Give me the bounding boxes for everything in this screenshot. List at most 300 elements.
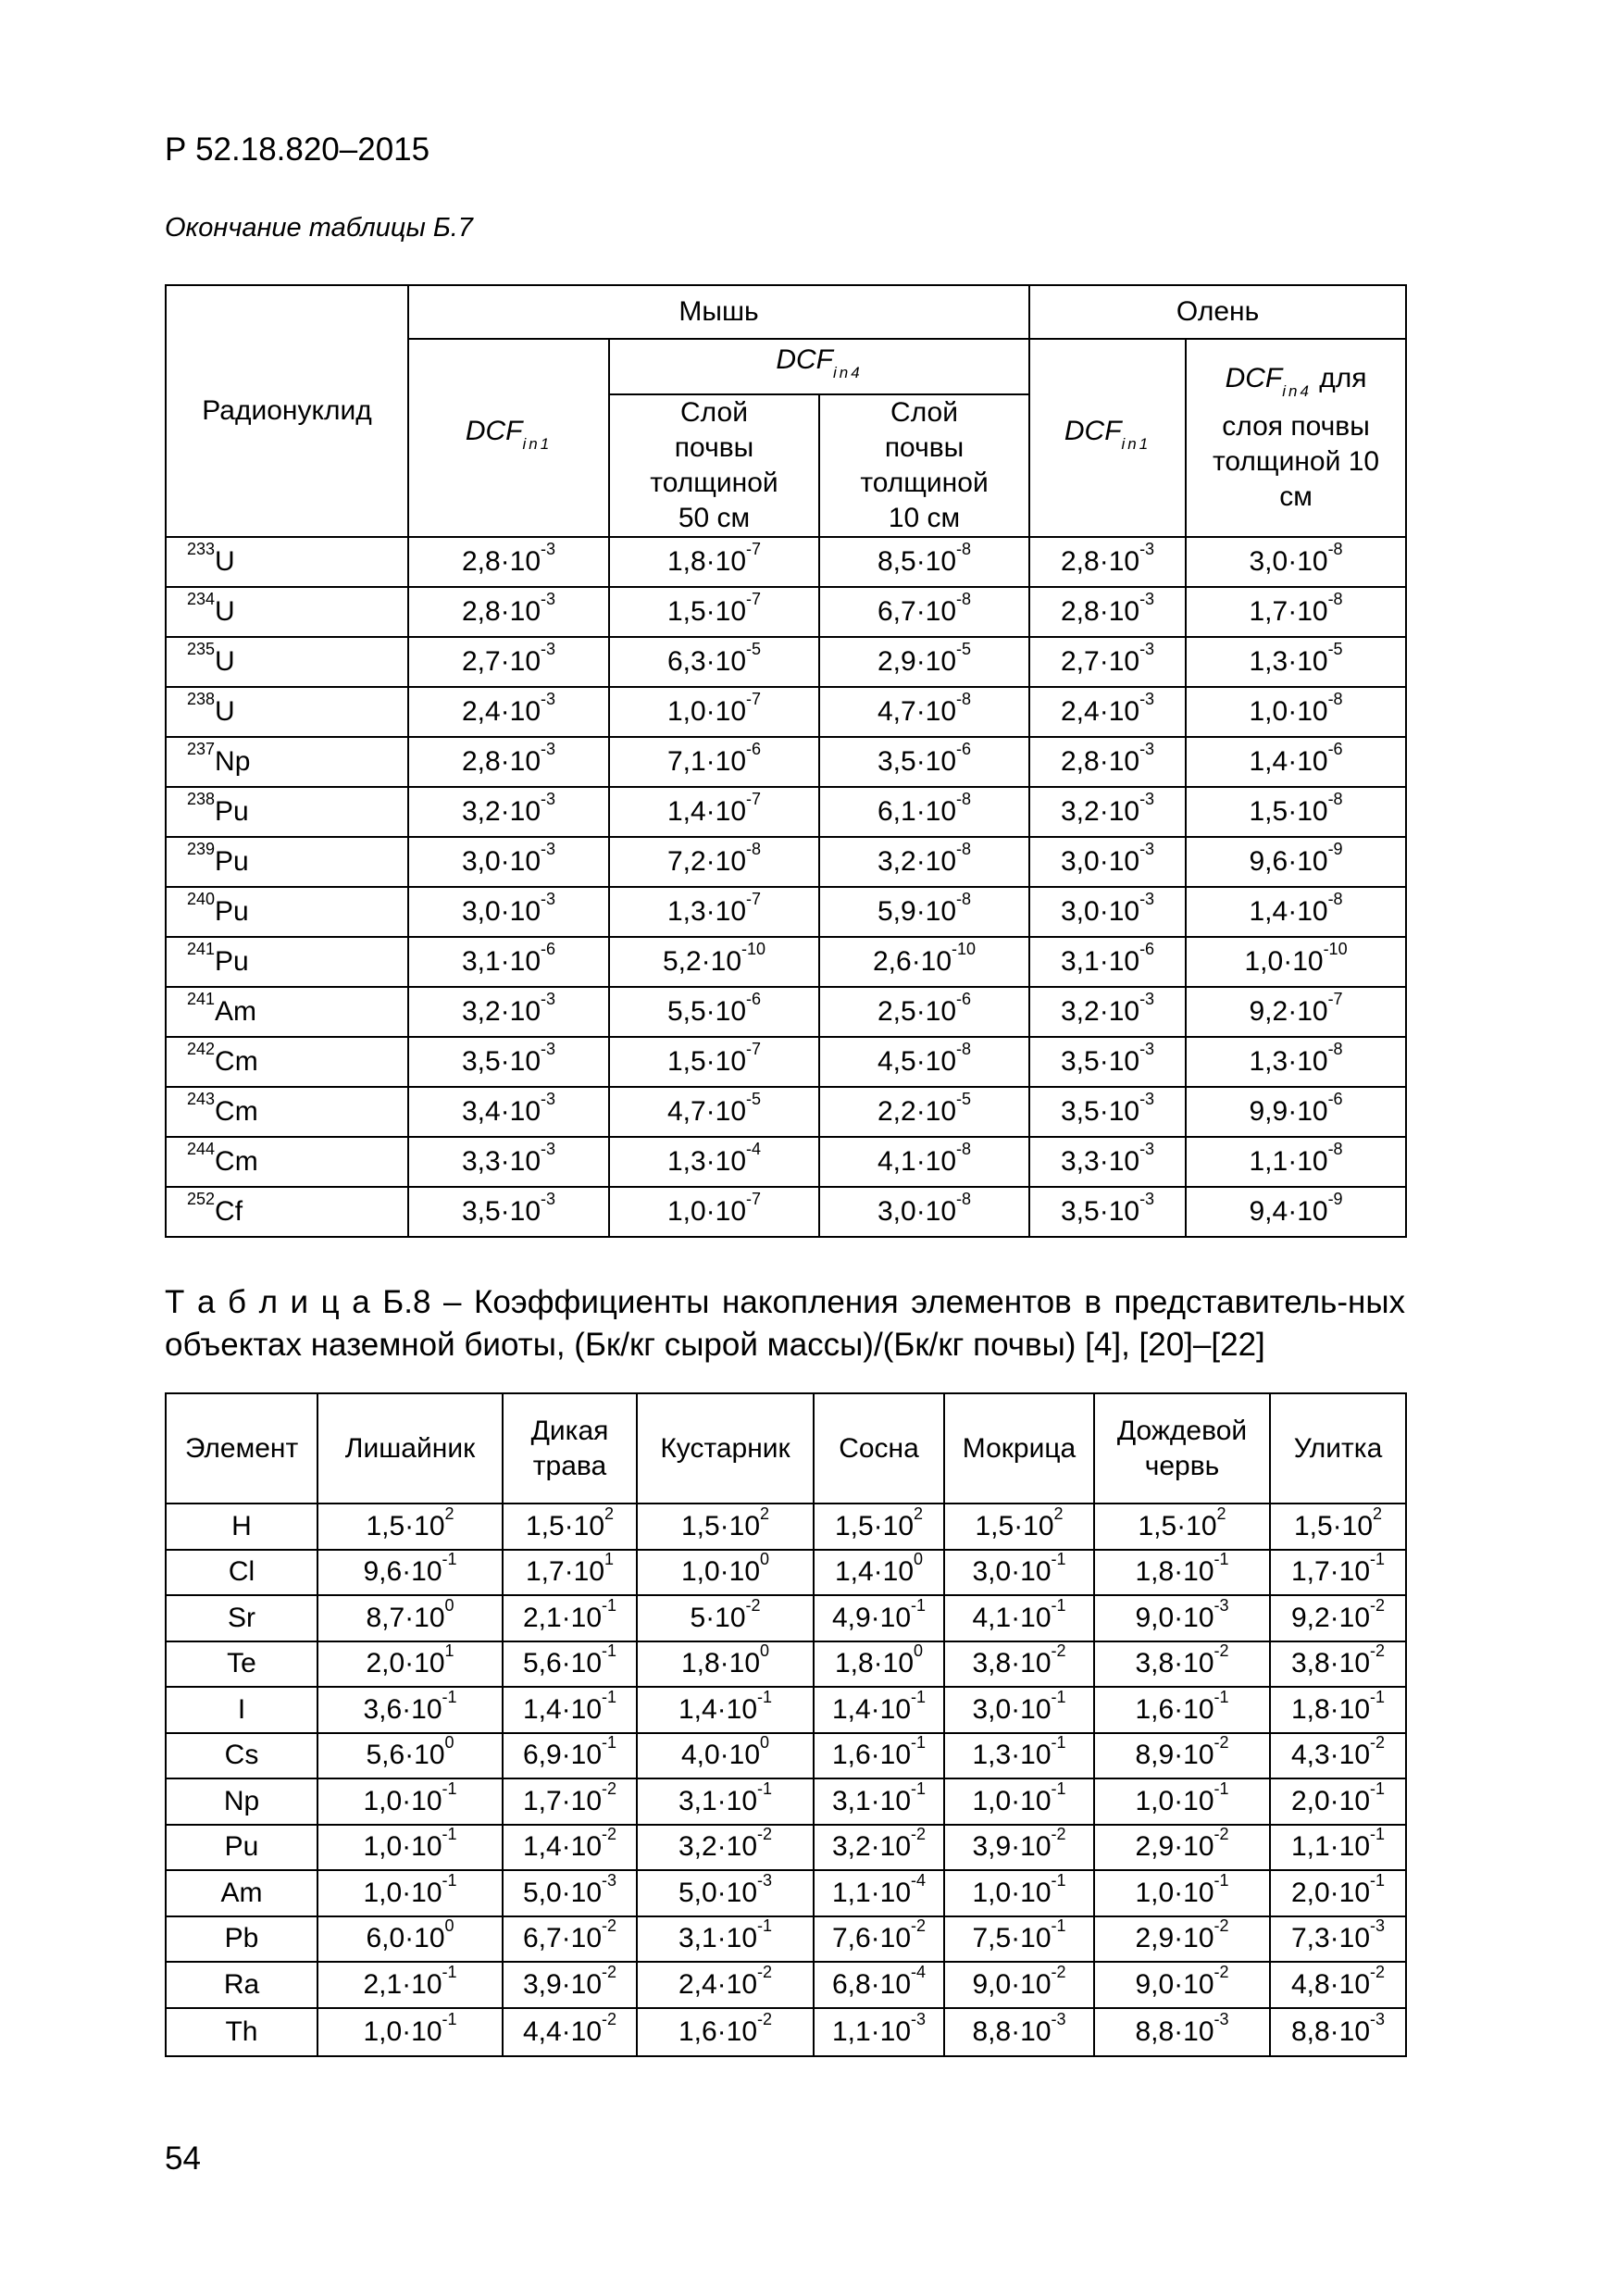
exponent: -1 bbox=[602, 1687, 617, 1706]
nuclide-cell: $^{244}$Cm bbox=[166, 1137, 408, 1187]
mantissa: 2,8 bbox=[1060, 596, 1100, 627]
exponent: -3 bbox=[1139, 1190, 1155, 1208]
value-cell: $1,0\cdot 10^{-7}$ bbox=[609, 1187, 819, 1237]
mantissa: 1,5 bbox=[1293, 1510, 1333, 1541]
mantissa: 1,8 bbox=[1290, 1693, 1330, 1725]
value-cell: $3,0\cdot 10^{-1}$ bbox=[944, 1550, 1094, 1596]
exponent: -5 bbox=[1327, 640, 1343, 658]
value-cell: $5,2\cdot 10^{-10}$ bbox=[609, 937, 819, 987]
exponent: -4 bbox=[911, 1870, 927, 1890]
mantissa: 5,2 bbox=[662, 946, 702, 977]
value-cell: $2,0\cdot 10^1$ bbox=[317, 1641, 503, 1688]
nuclide-cell: $^{233}$U bbox=[166, 537, 408, 587]
exponent: -7 bbox=[746, 1040, 762, 1058]
exponent: -3 bbox=[1214, 1595, 1229, 1615]
value-cell: $1,5\cdot 10^2$ bbox=[1094, 1504, 1270, 1550]
mantissa: 3,6 bbox=[363, 1693, 403, 1725]
exponent: -8 bbox=[1327, 1140, 1343, 1158]
mantissa: 1,7 bbox=[525, 1556, 565, 1588]
exponent: -1 bbox=[1370, 1687, 1386, 1706]
exponent: -3 bbox=[1139, 740, 1155, 758]
mantissa: 1,1 bbox=[831, 1877, 871, 1908]
exponent: -1 bbox=[1370, 1825, 1386, 1844]
value-cell: $9,9\cdot 10^{-6}$ bbox=[1186, 1087, 1406, 1137]
table-row bbox=[166, 1916, 1406, 1963]
exponent: -1 bbox=[1051, 1916, 1066, 1936]
value-cell: $3,5\cdot 10^{-3}$ bbox=[1029, 1187, 1186, 1237]
exponent: -1 bbox=[911, 1595, 927, 1615]
exponent: -1 bbox=[1051, 1733, 1066, 1753]
value-cell: $6,7\cdot 10^{-8}$ bbox=[819, 587, 1029, 637]
exponent: 2 bbox=[444, 1504, 454, 1523]
value-cell: $1,4\cdot 10^{-7}$ bbox=[609, 787, 819, 837]
mantissa: 1,4 bbox=[666, 796, 706, 827]
value-cell: $4,8\cdot 10^{-2}$ bbox=[1270, 1962, 1406, 2008]
exponent: -7 bbox=[746, 690, 762, 708]
exponent: 0 bbox=[444, 1595, 454, 1615]
element-cell: Ra bbox=[166, 1962, 317, 2008]
nuclide-cell: $^{237}$Np bbox=[166, 737, 408, 787]
exponent: -2 bbox=[1214, 1641, 1229, 1661]
mantissa: 3,8 bbox=[1290, 1648, 1330, 1679]
value-cell: $1,0\cdot 10^{-1}$ bbox=[317, 2008, 503, 2056]
value-cell: $7,6\cdot 10^{-2}$ bbox=[814, 1916, 944, 1963]
exponent: -1 bbox=[757, 1687, 773, 1706]
exponent: -1 bbox=[1214, 1687, 1229, 1706]
exponent: -5 bbox=[956, 640, 972, 658]
value-cell: $1,3\cdot 10^{-4}$ bbox=[609, 1137, 819, 1187]
nuclide-cell: $^{241}$Am bbox=[166, 987, 408, 1037]
exponent: -1 bbox=[757, 1916, 773, 1936]
value-cell: $1,4\cdot 10^0$ bbox=[814, 1550, 944, 1596]
value-cell: $1,3\cdot 10^{-7}$ bbox=[609, 887, 819, 937]
mantissa: 2,7 bbox=[461, 646, 501, 677]
exponent: 0 bbox=[914, 1641, 924, 1661]
exponent: 0 bbox=[444, 1916, 454, 1936]
mantissa: 3,1 bbox=[461, 946, 501, 977]
header-deer: Олень bbox=[1029, 285, 1406, 339]
exponent: -2 bbox=[757, 2009, 773, 2028]
value-cell: $8,8\cdot 10^{-3}$ bbox=[1270, 2008, 1406, 2056]
mantissa: 3,2 bbox=[1060, 796, 1100, 827]
mantissa: 3,5 bbox=[461, 1196, 501, 1227]
value-cell: $6,3\cdot 10^{-5}$ bbox=[609, 637, 819, 687]
element-cell: Cs bbox=[166, 1733, 317, 1779]
mantissa: 1,5 bbox=[1138, 1510, 1177, 1541]
value-cell: $5\cdot 10^{-2}$ bbox=[637, 1595, 814, 1641]
mantissa: 1,4 bbox=[678, 1693, 717, 1725]
mantissa: 5 bbox=[690, 1602, 706, 1633]
mantissa: 9,2 bbox=[1249, 996, 1288, 1027]
value-cell: $3,8\cdot 10^{-2}$ bbox=[1094, 1641, 1270, 1688]
table-row bbox=[166, 837, 1406, 887]
value-cell: $2,7\cdot 10^{-3}$ bbox=[1029, 637, 1186, 687]
nuclide-cell: $^{239}$Pu bbox=[166, 837, 408, 887]
exponent: -1 bbox=[1214, 1870, 1229, 1890]
header-mouse-dcf-in1: $DCF_{in1}$ bbox=[408, 339, 609, 537]
exponent: -8 bbox=[1327, 790, 1343, 808]
value-cell: $3,0\cdot 10^{-8}$ bbox=[1186, 537, 1406, 587]
nuclide-cell: $^{242}$Cm bbox=[166, 1037, 408, 1087]
mantissa: 1,4 bbox=[522, 1693, 562, 1725]
exponent: -8 bbox=[1327, 590, 1343, 608]
mantissa: 7,6 bbox=[831, 1923, 871, 1954]
mantissa: 5,6 bbox=[522, 1648, 562, 1679]
column-header: Дождевой червь bbox=[1094, 1393, 1270, 1504]
exponent: -3 bbox=[1139, 840, 1155, 858]
value-cell: $1,7\cdot 10^1$ bbox=[503, 1550, 637, 1596]
value-cell: $6,8\cdot 10^{-4}$ bbox=[814, 1962, 944, 2008]
exponent: -1 bbox=[442, 1687, 457, 1706]
value-cell: $1,8\cdot 10^{-1}$ bbox=[1094, 1550, 1270, 1596]
exponent: -7 bbox=[746, 540, 762, 558]
mantissa: 1,0 bbox=[363, 2015, 403, 2047]
value-cell: $3,0\cdot 10^{-3}$ bbox=[1029, 887, 1186, 937]
column-header: Элемент bbox=[166, 1393, 317, 1504]
element-cell: Cl bbox=[166, 1550, 317, 1596]
mantissa: 2,0 bbox=[366, 1648, 405, 1679]
mantissa: 1,3 bbox=[1249, 1046, 1288, 1077]
mantissa: 3,0 bbox=[877, 1196, 916, 1227]
exponent: -1 bbox=[911, 1687, 927, 1706]
value-cell: $2,9\cdot 10^{-5}$ bbox=[819, 637, 1029, 687]
mantissa: 7,3 bbox=[1290, 1923, 1330, 1954]
mantissa: 9,0 bbox=[1135, 1968, 1175, 2000]
value-cell: $2,1\cdot 10^{-1}$ bbox=[317, 1962, 503, 2008]
value-cell: $1,0\cdot 10^{-8}$ bbox=[1186, 687, 1406, 737]
mantissa: 3,9 bbox=[972, 1831, 1012, 1863]
exponent: 0 bbox=[760, 1733, 770, 1753]
exponent: -8 bbox=[1327, 890, 1343, 908]
exponent: -3 bbox=[1139, 1090, 1155, 1108]
exponent: -4 bbox=[746, 1140, 762, 1158]
mantissa: 2,6 bbox=[872, 946, 912, 977]
value-cell: $3,9\cdot 10^{-2}$ bbox=[944, 1825, 1094, 1871]
header-deer-dcf-in1: $DCF_{in1}$ bbox=[1029, 339, 1186, 537]
value-cell: $3,5\cdot 10^{-3}$ bbox=[408, 1037, 609, 1087]
mantissa: 6,3 bbox=[666, 646, 706, 677]
mantissa: 1,0 bbox=[666, 696, 706, 727]
value-cell: $3,1\cdot 10^{-6}$ bbox=[408, 937, 609, 987]
value-cell: $1,4\cdot 10^{-6}$ bbox=[1186, 737, 1406, 787]
value-cell: $1,5\cdot 10^2$ bbox=[1270, 1504, 1406, 1550]
value-cell: $1,0\cdot 10^{-1}$ bbox=[1094, 1778, 1270, 1825]
mantissa: 2,1 bbox=[363, 1968, 403, 2000]
mantissa: 1,8 bbox=[680, 1648, 720, 1679]
mantissa: 8,7 bbox=[366, 1602, 405, 1633]
exponent: -7 bbox=[1327, 990, 1343, 1008]
exponent: -1 bbox=[911, 1733, 927, 1753]
nuclide-cell: $^{241}$Pu bbox=[166, 937, 408, 987]
mantissa: 4,1 bbox=[877, 1146, 916, 1177]
value-cell: $5,6\cdot 10^{-1}$ bbox=[503, 1641, 637, 1688]
mantissa: 1,7 bbox=[522, 1785, 562, 1816]
mantissa: 1,5 bbox=[975, 1510, 1014, 1541]
value-cell: $2,1\cdot 10^{-1}$ bbox=[503, 1595, 637, 1641]
mantissa: 4,9 bbox=[831, 1602, 871, 1633]
value-cell: $7,1\cdot 10^{-6}$ bbox=[609, 737, 819, 787]
value-cell: $2,4\cdot 10^{-3}$ bbox=[1029, 687, 1186, 737]
exponent: -2 bbox=[602, 1962, 617, 1981]
exponent: -2 bbox=[602, 2009, 617, 2028]
exponent: -2 bbox=[1214, 1825, 1229, 1844]
value-cell: $1,8\cdot 10^{-1}$ bbox=[1270, 1687, 1406, 1733]
exponent: -1 bbox=[1370, 1778, 1386, 1798]
exponent: -2 bbox=[1370, 1962, 1386, 1981]
exponent: -1 bbox=[1051, 1778, 1066, 1798]
value-cell: $5,5\cdot 10^{-6}$ bbox=[609, 987, 819, 1037]
value-cell: $3,0\cdot 10^{-1}$ bbox=[944, 1687, 1094, 1733]
value-cell: $2,6\cdot 10^{-10}$ bbox=[819, 937, 1029, 987]
table-row bbox=[166, 1137, 1406, 1187]
nuclide-cell: $^{238}$Pu bbox=[166, 787, 408, 837]
value-cell: $2,4\cdot 10^{-3}$ bbox=[408, 687, 609, 737]
exponent: -3 bbox=[541, 1190, 556, 1208]
value-cell: $9,0\cdot 10^{-2}$ bbox=[944, 1962, 1094, 2008]
exponent: -3 bbox=[1139, 540, 1155, 558]
mantissa: 2,0 bbox=[1290, 1877, 1330, 1908]
exponent: -8 bbox=[746, 840, 762, 858]
mantissa: 2,8 bbox=[1060, 546, 1100, 577]
exponent: -3 bbox=[1370, 2009, 1386, 2028]
exponent: -1 bbox=[442, 1962, 457, 1981]
mantissa: 2,8 bbox=[461, 746, 501, 777]
value-cell: $2,9\cdot 10^{-2}$ bbox=[1094, 1825, 1270, 1871]
value-cell: $2,8\cdot 10^{-3}$ bbox=[408, 737, 609, 787]
mantissa: 8,8 bbox=[1135, 2015, 1175, 2047]
column-header: Сосна bbox=[814, 1393, 944, 1504]
exponent: -1 bbox=[1214, 1550, 1229, 1569]
header-layer-10cm: Слой почвы толщиной 10 см bbox=[819, 394, 1029, 537]
mantissa: 2,8 bbox=[1060, 746, 1100, 777]
header-deer-dcf-in4: $DCF_{in4}$ для слоя почвы толщиной 10 см bbox=[1186, 339, 1406, 537]
value-cell: $5,6\cdot 10^0$ bbox=[317, 1733, 503, 1779]
mantissa: 7,5 bbox=[972, 1923, 1012, 1954]
exponent: -1 bbox=[1051, 1595, 1066, 1615]
exponent: -3 bbox=[541, 790, 556, 808]
value-cell: $1,0\cdot 10^{-1}$ bbox=[944, 1778, 1094, 1825]
mantissa: 2,9 bbox=[877, 646, 916, 677]
nuclide-cell: $^{240}$Pu bbox=[166, 887, 408, 937]
exponent: -8 bbox=[1327, 690, 1343, 708]
table-row bbox=[166, 537, 1406, 587]
exponent: -6 bbox=[1327, 740, 1343, 758]
exponent: 1 bbox=[604, 1550, 615, 1569]
exponent: -2 bbox=[757, 1825, 773, 1844]
exponent: -3 bbox=[541, 640, 556, 658]
mantissa: 8,8 bbox=[1290, 2015, 1330, 2047]
exponent: -7 bbox=[746, 790, 762, 808]
mantissa: 1,1 bbox=[1249, 1146, 1288, 1177]
mantissa: 1,1 bbox=[831, 2015, 871, 2047]
element-cell: Am bbox=[166, 1870, 317, 1916]
exponent: -2 bbox=[1214, 1962, 1229, 1981]
exponent: -8 bbox=[1327, 540, 1343, 558]
mantissa: 2,8 bbox=[461, 546, 501, 577]
value-cell: $4,1\cdot 10^{-8}$ bbox=[819, 1137, 1029, 1187]
value-cell: $1,0\cdot 10^{-1}$ bbox=[317, 1825, 503, 1871]
exponent: -3 bbox=[1139, 590, 1155, 608]
exponent: -8 bbox=[956, 1040, 972, 1058]
value-cell: $1,5\cdot 10^{-8}$ bbox=[1186, 787, 1406, 837]
value-cell: $4,9\cdot 10^{-1}$ bbox=[814, 1595, 944, 1641]
nuclide-cell: $^{238}$U bbox=[166, 687, 408, 737]
value-cell: $1,7\cdot 10^{-1}$ bbox=[1270, 1550, 1406, 1596]
value-cell: $1,1\cdot 10^{-3}$ bbox=[814, 2008, 944, 2056]
value-cell: $3,6\cdot 10^{-1}$ bbox=[317, 1687, 503, 1733]
exponent: -1 bbox=[1214, 1778, 1229, 1798]
mantissa: 3,0 bbox=[1060, 846, 1100, 877]
mantissa: 6,8 bbox=[831, 1968, 871, 2000]
mantissa: 1,8 bbox=[1135, 1556, 1175, 1588]
exponent: -1 bbox=[1051, 1687, 1066, 1706]
value-cell: $8,5\cdot 10^{-8}$ bbox=[819, 537, 1029, 587]
value-cell: $3,5\cdot 10^{-3}$ bbox=[1029, 1037, 1186, 1087]
exponent: -1 bbox=[1370, 1870, 1386, 1890]
value-cell: $6,9\cdot 10^{-1}$ bbox=[503, 1733, 637, 1779]
exponent: 0 bbox=[914, 1550, 924, 1569]
value-cell: $9,2\cdot 10^{-7}$ bbox=[1186, 987, 1406, 1037]
mantissa: 1,5 bbox=[1249, 796, 1288, 827]
mantissa: 9,6 bbox=[363, 1556, 403, 1588]
mantissa: 2,9 bbox=[1135, 1831, 1175, 1863]
mantissa: 3,3 bbox=[1060, 1146, 1100, 1177]
exponent: -5 bbox=[746, 1090, 762, 1108]
exponent: -3 bbox=[541, 740, 556, 758]
mantissa: 3,0 bbox=[1249, 546, 1288, 577]
value-cell: $3,0\cdot 10^{-3}$ bbox=[1029, 837, 1186, 887]
mantissa: 3,0 bbox=[461, 896, 501, 927]
element-cell: H bbox=[166, 1504, 317, 1550]
mantissa: 3,2 bbox=[1060, 996, 1100, 1027]
mantissa: 3,0 bbox=[1060, 896, 1100, 927]
table-b8-title: Т а б л и ц а Б.8 – Коэффициенты накопления элементов в представитель-ных объектах наземной биоты, (Бк/кг сырой массы)/(Бк/кг почвы) [4], [20]–[22] bbox=[165, 1284, 1405, 1363]
mantissa: 3,4 bbox=[461, 1096, 501, 1127]
document-code: Р 52.18.820–2015 bbox=[165, 131, 430, 168]
mantissa: 7,1 bbox=[666, 746, 706, 777]
value-cell: $1,7\cdot 10^{-2}$ bbox=[503, 1778, 637, 1825]
mantissa: 1,5 bbox=[666, 596, 706, 627]
table-row bbox=[166, 1087, 1406, 1137]
value-cell: $3,2\cdot 10^{-3}$ bbox=[1029, 787, 1186, 837]
nuclide-cell: $^{243}$Cm bbox=[166, 1087, 408, 1137]
exponent: -8 bbox=[956, 590, 972, 608]
mantissa: 1,0 bbox=[363, 1831, 403, 1863]
exponent: -4 bbox=[911, 1962, 927, 1981]
table-row bbox=[166, 1187, 1406, 1237]
mantissa: 2,2 bbox=[877, 1096, 916, 1127]
value-cell: $3,2\cdot 10^{-3}$ bbox=[408, 787, 609, 837]
value-cell: $1,0\cdot 10^{-1}$ bbox=[317, 1870, 503, 1916]
value-cell: $1,0\cdot 10^{-7}$ bbox=[609, 687, 819, 737]
mantissa: 9,2 bbox=[1290, 1602, 1330, 1633]
exponent: -1 bbox=[602, 1641, 617, 1661]
exponent: -3 bbox=[541, 990, 556, 1008]
value-cell: $4,4\cdot 10^{-2}$ bbox=[503, 2008, 637, 2056]
value-cell: $6,1\cdot 10^{-8}$ bbox=[819, 787, 1029, 837]
exponent: -3 bbox=[541, 540, 556, 558]
table-row bbox=[166, 687, 1406, 737]
value-cell: $3,0\cdot 10^{-3}$ bbox=[408, 887, 609, 937]
exponent: -9 bbox=[1327, 1190, 1343, 1208]
mantissa: 1,5 bbox=[666, 1046, 706, 1077]
element-cell: Te bbox=[166, 1641, 317, 1688]
exponent: -1 bbox=[602, 1595, 617, 1615]
mantissa: 1,4 bbox=[831, 1693, 871, 1725]
column-header: Лишайник bbox=[317, 1393, 503, 1504]
mantissa: 3,0 bbox=[972, 1693, 1012, 1725]
value-cell: $2,5\cdot 10^{-6}$ bbox=[819, 987, 1029, 1037]
exponent: -3 bbox=[911, 2009, 927, 2028]
table-row bbox=[166, 1778, 1406, 1825]
mantissa: 3,9 bbox=[522, 1968, 562, 2000]
exponent: 0 bbox=[444, 1733, 454, 1753]
mantissa: 1,7 bbox=[1290, 1556, 1330, 1588]
value-cell: $2,8\cdot 10^{-3}$ bbox=[1029, 587, 1186, 637]
value-cell: $1,3\cdot 10^{-8}$ bbox=[1186, 1037, 1406, 1087]
mantissa: 1,6 bbox=[1135, 1693, 1175, 1725]
value-cell: $1,5\cdot 10^2$ bbox=[814, 1504, 944, 1550]
mantissa: 5,0 bbox=[522, 1877, 562, 1908]
table-row bbox=[166, 1595, 1406, 1641]
mantissa: 3,2 bbox=[461, 796, 501, 827]
column-header: Мокрица bbox=[944, 1393, 1094, 1504]
mantissa: 4,4 bbox=[522, 2015, 562, 2047]
exponent: -3 bbox=[1139, 690, 1155, 708]
value-cell: $3,4\cdot 10^{-3}$ bbox=[408, 1087, 609, 1137]
mantissa: 1,0 bbox=[363, 1877, 403, 1908]
value-cell: $3,1\cdot 10^{-1}$ bbox=[637, 1916, 814, 1963]
mantissa: 2,4 bbox=[461, 696, 501, 727]
table-row bbox=[166, 1733, 1406, 1779]
mantissa: 2,4 bbox=[1060, 696, 1100, 727]
exponent: -3 bbox=[541, 690, 556, 708]
mantissa: 6,0 bbox=[366, 1923, 405, 1954]
exponent: -3 bbox=[1051, 2009, 1066, 2028]
exponent: -8 bbox=[956, 890, 972, 908]
value-cell: $3,5\cdot 10^{-3}$ bbox=[1029, 1087, 1186, 1137]
mantissa: 2,0 bbox=[1290, 1785, 1330, 1816]
mantissa: 8,9 bbox=[1135, 1740, 1175, 1771]
exponent: -3 bbox=[1139, 640, 1155, 658]
element-cell: Pb bbox=[166, 1916, 317, 1963]
exponent: 0 bbox=[760, 1641, 770, 1661]
mantissa: 1,5 bbox=[366, 1510, 405, 1541]
exponent: -1 bbox=[442, 2009, 457, 2028]
value-cell: $1,6\cdot 10^{-1}$ bbox=[814, 1733, 944, 1779]
exponent: -2 bbox=[602, 1825, 617, 1844]
mantissa: 2,1 bbox=[522, 1602, 562, 1633]
mantissa: 1,8 bbox=[834, 1648, 874, 1679]
value-cell: $1,5\cdot 10^{-7}$ bbox=[609, 587, 819, 637]
header-mouse: Мышь bbox=[408, 285, 1029, 339]
value-cell: $1,0\cdot 10^{-1}$ bbox=[1094, 1870, 1270, 1916]
exponent: -2 bbox=[1051, 1825, 1066, 1844]
mantissa: 3,0 bbox=[461, 846, 501, 877]
mantissa: 6,9 bbox=[522, 1740, 562, 1771]
exponent: -3 bbox=[1214, 2009, 1229, 2028]
exponent: -2 bbox=[602, 1916, 617, 1936]
value-cell: $3,2\cdot 10^{-2}$ bbox=[637, 1825, 814, 1871]
mantissa: 1,4 bbox=[522, 1831, 562, 1863]
mantissa: 3,1 bbox=[678, 1923, 717, 1954]
mantissa: 6,1 bbox=[877, 796, 916, 827]
value-cell: $1,0\cdot 10^{-10}$ bbox=[1186, 937, 1406, 987]
exponent: -1 bbox=[442, 1825, 457, 1844]
value-cell: $1,8\cdot 10^{-7}$ bbox=[609, 537, 819, 587]
value-cell: $3,1\cdot 10^{-1}$ bbox=[814, 1778, 944, 1825]
exponent: 2 bbox=[1053, 1504, 1064, 1523]
